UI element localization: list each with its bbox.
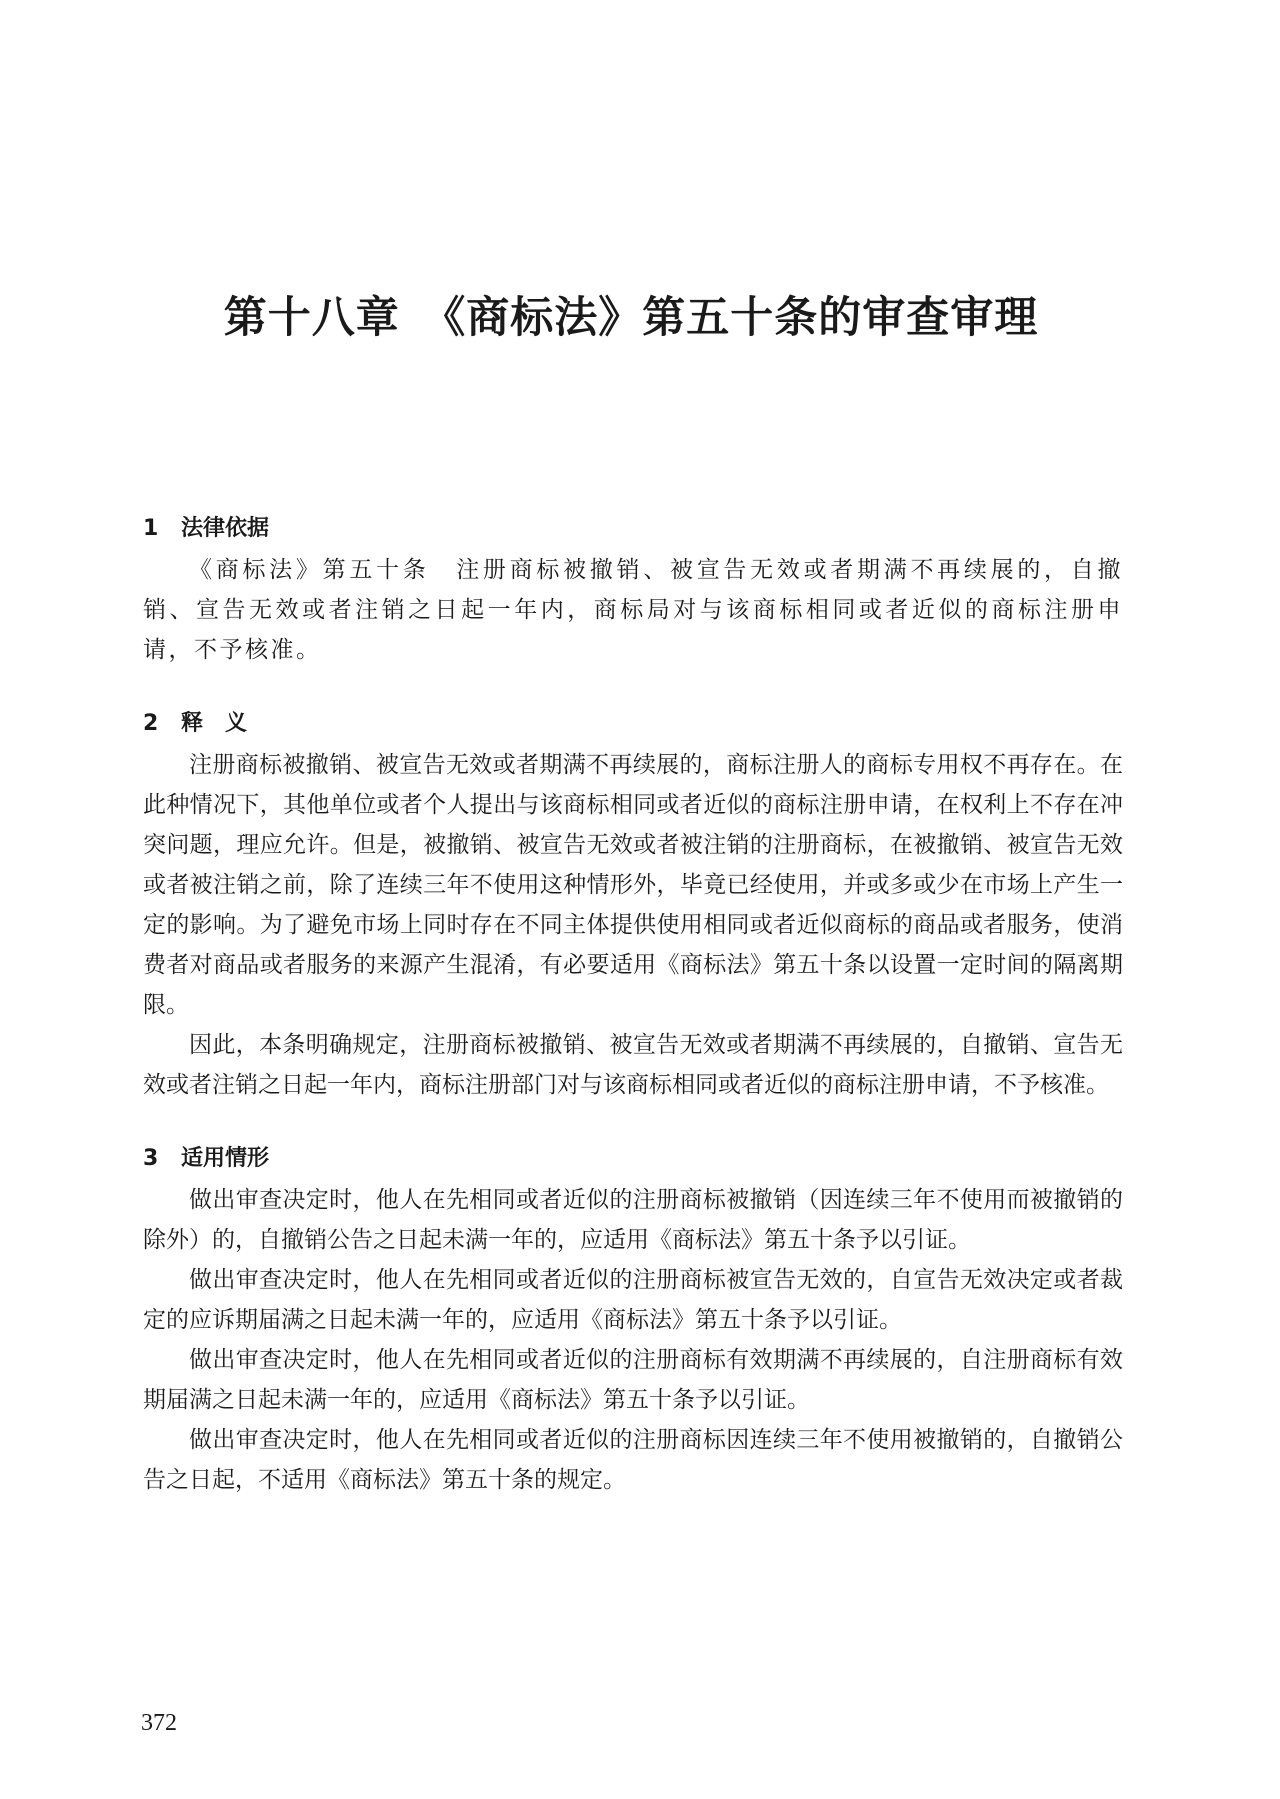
section-number: 3 — [143, 1146, 159, 1171]
chapter-body — [143, 509, 1123, 1500]
section-applicable-situations — [143, 1139, 1123, 1500]
chapter-title: 第十八章 《商标法》第五十条的审查审理 — [223, 293, 1039, 343]
section-title: 释 义 — [181, 711, 248, 736]
paragraph: 做出审查决定时，他人在先相同或者近似的注册商标被宣告无效的，自宣告无效决定或者裁定的应诉期届满之日起未满一年的，应适用《商标法》第五十条予以引证。 — [143, 1267, 1123, 1333]
section-legal-basis — [143, 509, 1123, 670]
section-heading — [143, 509, 1123, 549]
section-number: 2 — [143, 711, 159, 736]
section-heading — [143, 704, 1123, 744]
paragraph: 做出审查决定时，他人在先相同或者近似的注册商标有效期满不再续展的，自注册商标有效期届满之日起未满一年的，应适用《商标法》第五十条予以引证。 — [143, 1347, 1123, 1413]
section-interpretation — [143, 704, 1123, 1105]
paragraph: 注册商标被撤销、被宣告无效或者期满不再续展的，商标注册人的商标专用权不再存在。在此种情况下，其他单位或者个人提出与该商标相同或者近似的商标注册申请，在权利上不存在冲突问题，理应允许。但是，被撤销、被宣告无效或者被注销的注册商标，在被撤销、被宣告无效或者被注销之前，除了连续三年不使用这种情形外，毕竟已经使用，并或多或少在市场上产生一定的影响。为了避免市场上同时存在不同主体提供使用相同或者近似商标的商品或者服务，使消费者对商品或者服务的来源产生混淆，有必要适用《商标法》第五十条以设置一定时间的隔离期限。 — [143, 752, 1123, 1018]
paragraph: 《商标法》第五十条 注册商标被撤销、被宣告无效或者期满不再续展的，自撤销、宣告无效或者注销之日起一年内，商标局对与该商标相同或者近似的商标注册申请，不予核准。 — [143, 557, 1123, 663]
section-title: 法律依据 — [181, 516, 270, 541]
paragraph: 做出审查决定时，他人在先相同或者近似的注册商标因连续三年不使用被撤销的，自撤销公告之日起，不适用《商标法》第五十条的规定。 — [143, 1427, 1123, 1493]
page-number: 372 — [141, 1710, 177, 1736]
section-title: 适用情形 — [181, 1146, 270, 1171]
section-number: 1 — [143, 516, 159, 541]
section-heading — [143, 1139, 1123, 1179]
paragraph: 做出审查决定时，他人在先相同或者近似的注册商标被撤销（因连续三年不使用而被撤销的除外）的，自撤销公告之日起未满一年的，应适用《商标法》第五十条予以引证。 — [143, 1187, 1123, 1253]
paragraph: 因此，本条明确规定，注册商标被撤销、被宣告无效或者期满不再续展的，自撤销、宣告无效或者注销之日起一年内，商标注册部门对与该商标相同或者近似的商标注册申请，不予核准。 — [143, 1032, 1123, 1098]
